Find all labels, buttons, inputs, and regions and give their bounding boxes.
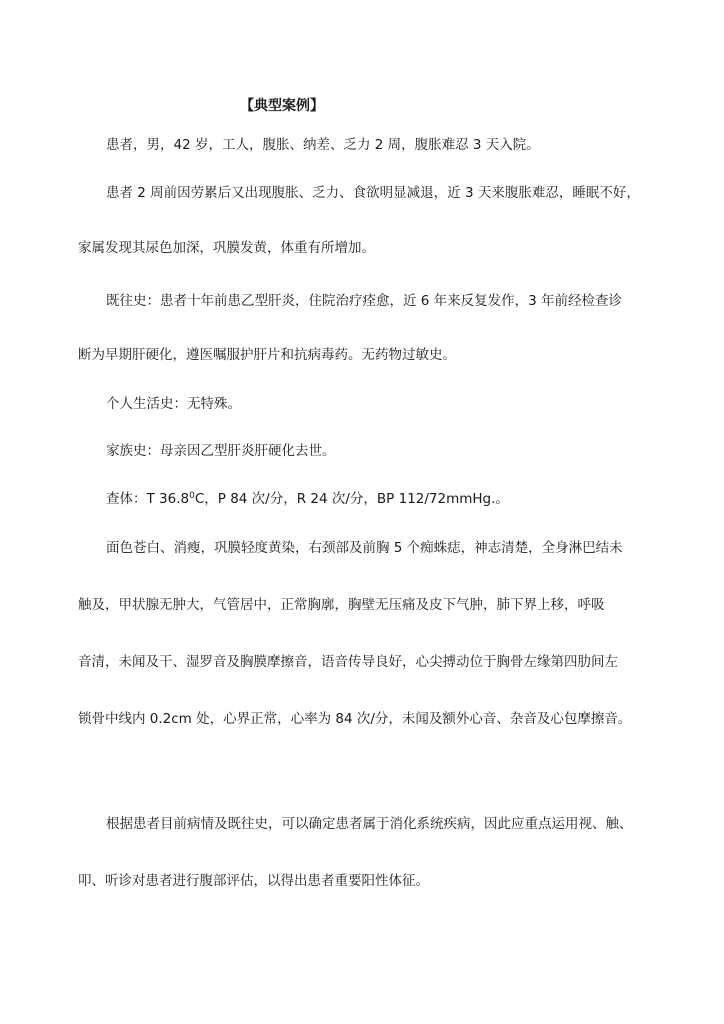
exam-line-2: 触及，甲状腺无肿大，气管居中，正常胸廓，胸壁无压痛及皮下气肿，肺下界上移，呼吸 <box>78 597 605 613</box>
case-heading: 【典型案例】 <box>240 98 324 114</box>
exam-line-4: 锁骨中线内 0.2cm 处，心界正常，心率为 84 次/分，未闻及额外心音、杂音及心包摩擦音。 <box>78 711 632 727</box>
past-history-line-2: 断为早期肝硬化，遵医嘱服护肝片和抗病毒药。无药物过敏史。 <box>78 347 456 363</box>
assessment-line-1: 根据患者目前病情及既往史，可以确定患者属于消化系统疾病，因此应重点运用视、触、 <box>106 816 633 832</box>
exam-line-3: 音清，未闻及干、湿罗音及胸膜摩擦音，语音传导良好，心尖搏动位于胸骨左缘第四肋间左 <box>78 654 618 670</box>
past-history-line-1: 既往史：患者十年前患乙型肝炎，住院治疗痊愈，近 6 年来反复发作，3 年前经检查诊 <box>106 293 623 309</box>
vitals-suffix: C，P 84 次/分，R 24 次/分，BP 112/72mmHg.。 <box>194 491 509 507</box>
vitals-line <box>106 490 509 508</box>
present-illness-line-1: 患者 2 周前因劳累后又出现腹胀、乏力、食欲明显减退，近 3 天来腹胀难忍，睡眠不好， <box>106 185 640 201</box>
exam-line-1: 面色苍白、消瘦，巩膜轻度黄染，右颈部及前胸 5 个痴蛛痣，神志清楚，全身淋巴结未 <box>106 540 623 556</box>
assessment-line-2: 叩、听诊对患者进行腹部评估，以得出患者重要阳性体征。 <box>78 873 429 889</box>
vitals-prefix: 查体：T 36.8 <box>106 491 190 507</box>
vitals-degree-sup: 0 <box>189 491 195 501</box>
present-illness-line-2: 家属发现其尿色加深，巩膜发黄，体重有所增加。 <box>78 240 375 256</box>
family-history-line: 家族史：母亲因乙型肝炎肝硬化去世。 <box>106 443 336 459</box>
case-summary-line: 患者，男，42 岁，工人，腹胀、纳差、乏力 2 周，腹胀难忍 3 天入院。 <box>106 137 540 153</box>
personal-history-line: 个人生活史：无特殊。 <box>106 396 241 412</box>
